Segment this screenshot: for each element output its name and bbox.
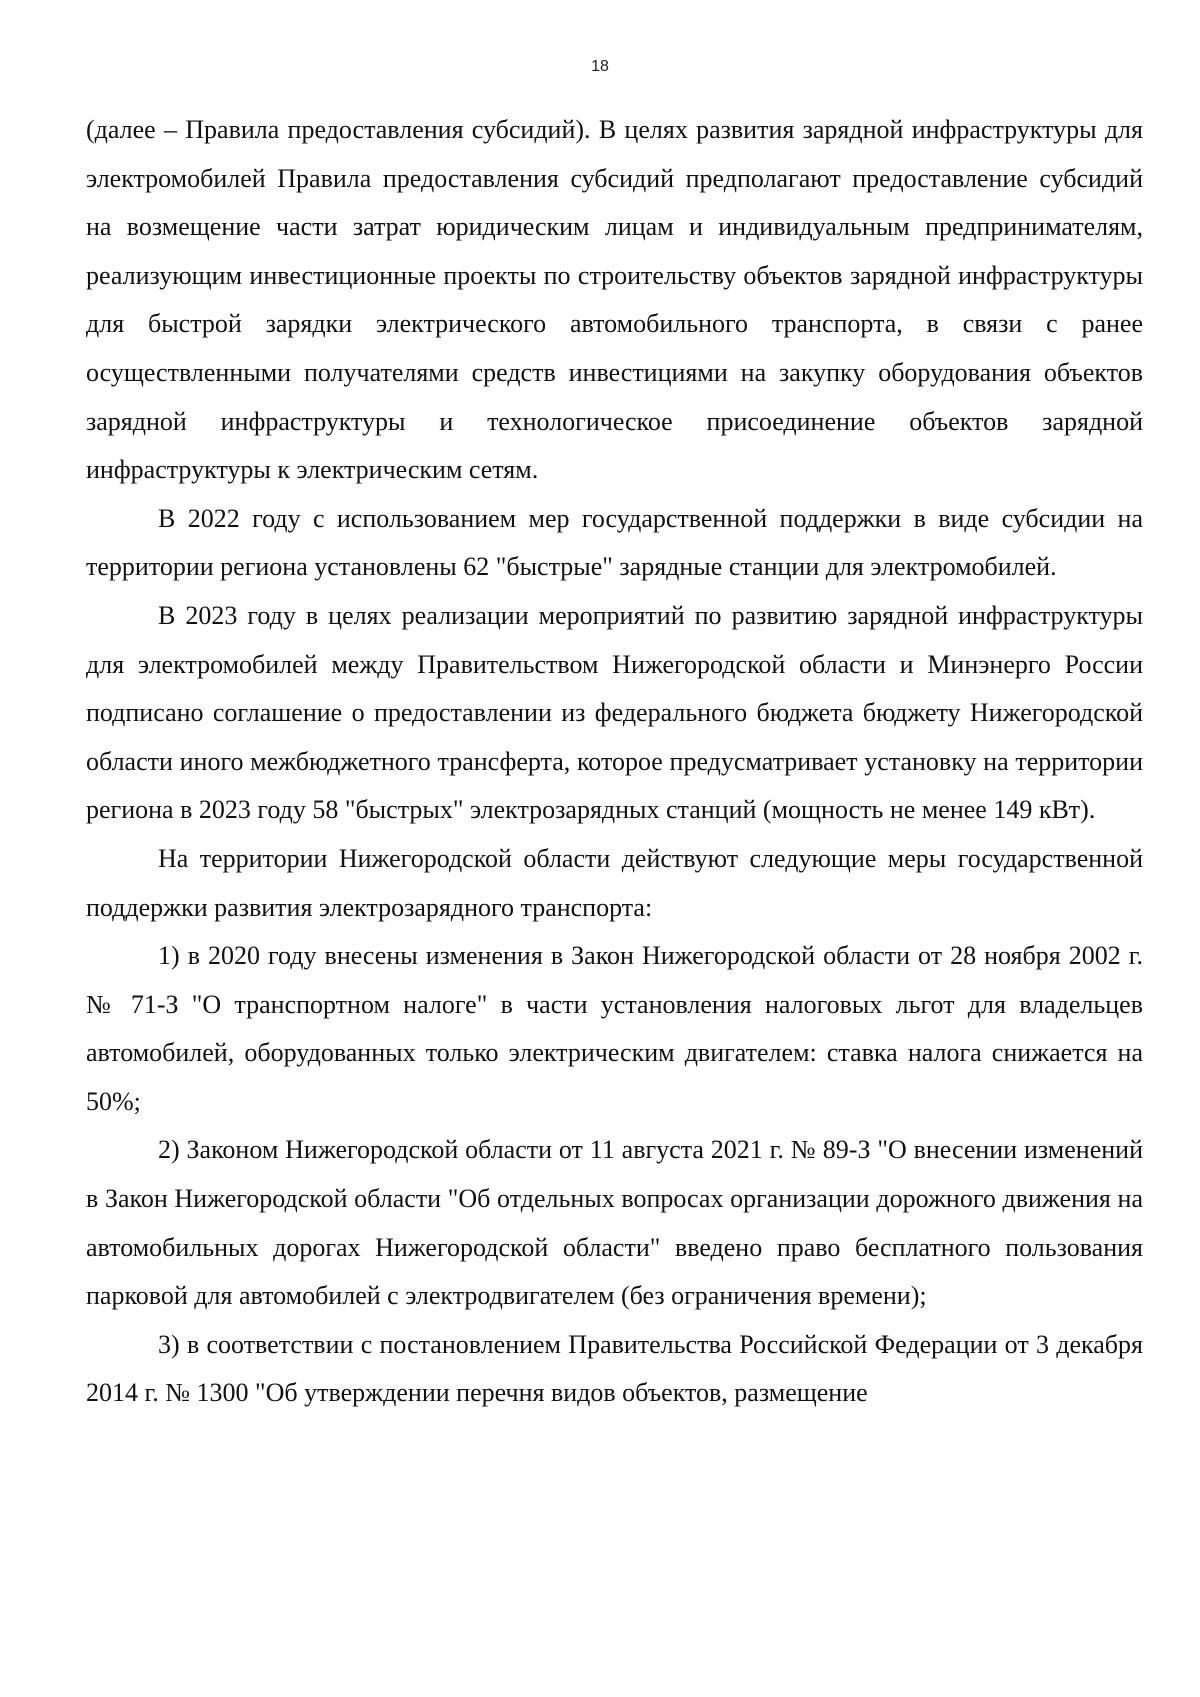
paragraph-2022-stations: В 2022 году с использованием мер государственной поддержки в виде субсидии на территории региона установлены 62 "быстрые" зарядные станции для электромобилей. <box>86 503 1143 582</box>
paragraph-subsidy-rules: (далее – Правила предоставления субсидий). В целях развития зарядной инфраструктуры для электромобилей Правила предоставления субсидий предполагают предоставление субсидий на возмещение части затрат юридическим лицам и индивидуальным предпринимателям, реализующим инвестиционные проекты по строительству объектов зарядной инфраструктуры для быстрой зарядки электрического автомобильного транспорта, в связи с ранее осуществленными получателями средств инвестициями на закупку оборудования объектов зарядной инфраструктуры и технологическое присоединение объектов зарядной инфраструктуры к электрическим сетям. <box>86 115 1143 485</box>
page-number: 18 <box>591 58 609 75</box>
list-item-1-transport-tax: 1) в 2020 году внесены изменения в Закон Нижегородской области от 28 ноября 2002 г. № 71-З "О транспортном налоге" в части установления налоговых льгот для владельцев автомобилей, оборудованных только электрическим двигателем: ставка налога снижается на 50%; <box>86 941 1143 1116</box>
list-item-3-government-decree: 3) в соответствии с постановлением Правительства Российской Федерации от 3 декабря 2014 г. № 1300 "Об утверждении перечня видов объектов, размещение <box>86 1329 1143 1408</box>
document-body <box>86 106 1143 1418</box>
paragraph-2023-agreement: В 2023 году в целях реализации мероприятий по развитию зарядной инфраструктуры для электромобилей между Правительством Нижегородской области и Минэнерго России подписано соглашение о предоставлении из федерального бюджета бюджету Нижегородской области иного межбюджетного трансферта, которое предусматривает установку на территории региона в 2023 году 58 "быстрых" электрозарядных станций (мощность не менее 149 кВт). <box>86 600 1143 825</box>
list-item-2-free-parking: 2) Законом Нижегородской области от 11 августа 2021 г. № 89-З "О внесении изменений в Закон Нижегородской области "Об отдельных вопросах организации дорожного движения на автомобильных дорогах Нижегородской области" введено право бесплатного пользования парковой для автомобилей с электродвигателем (без ограничения времени); <box>86 1135 1143 1311</box>
paragraph-support-measures-intro: На территории Нижегородской области действуют следующие меры государственной поддержки развития электрозарядного транспорта: <box>86 843 1143 922</box>
